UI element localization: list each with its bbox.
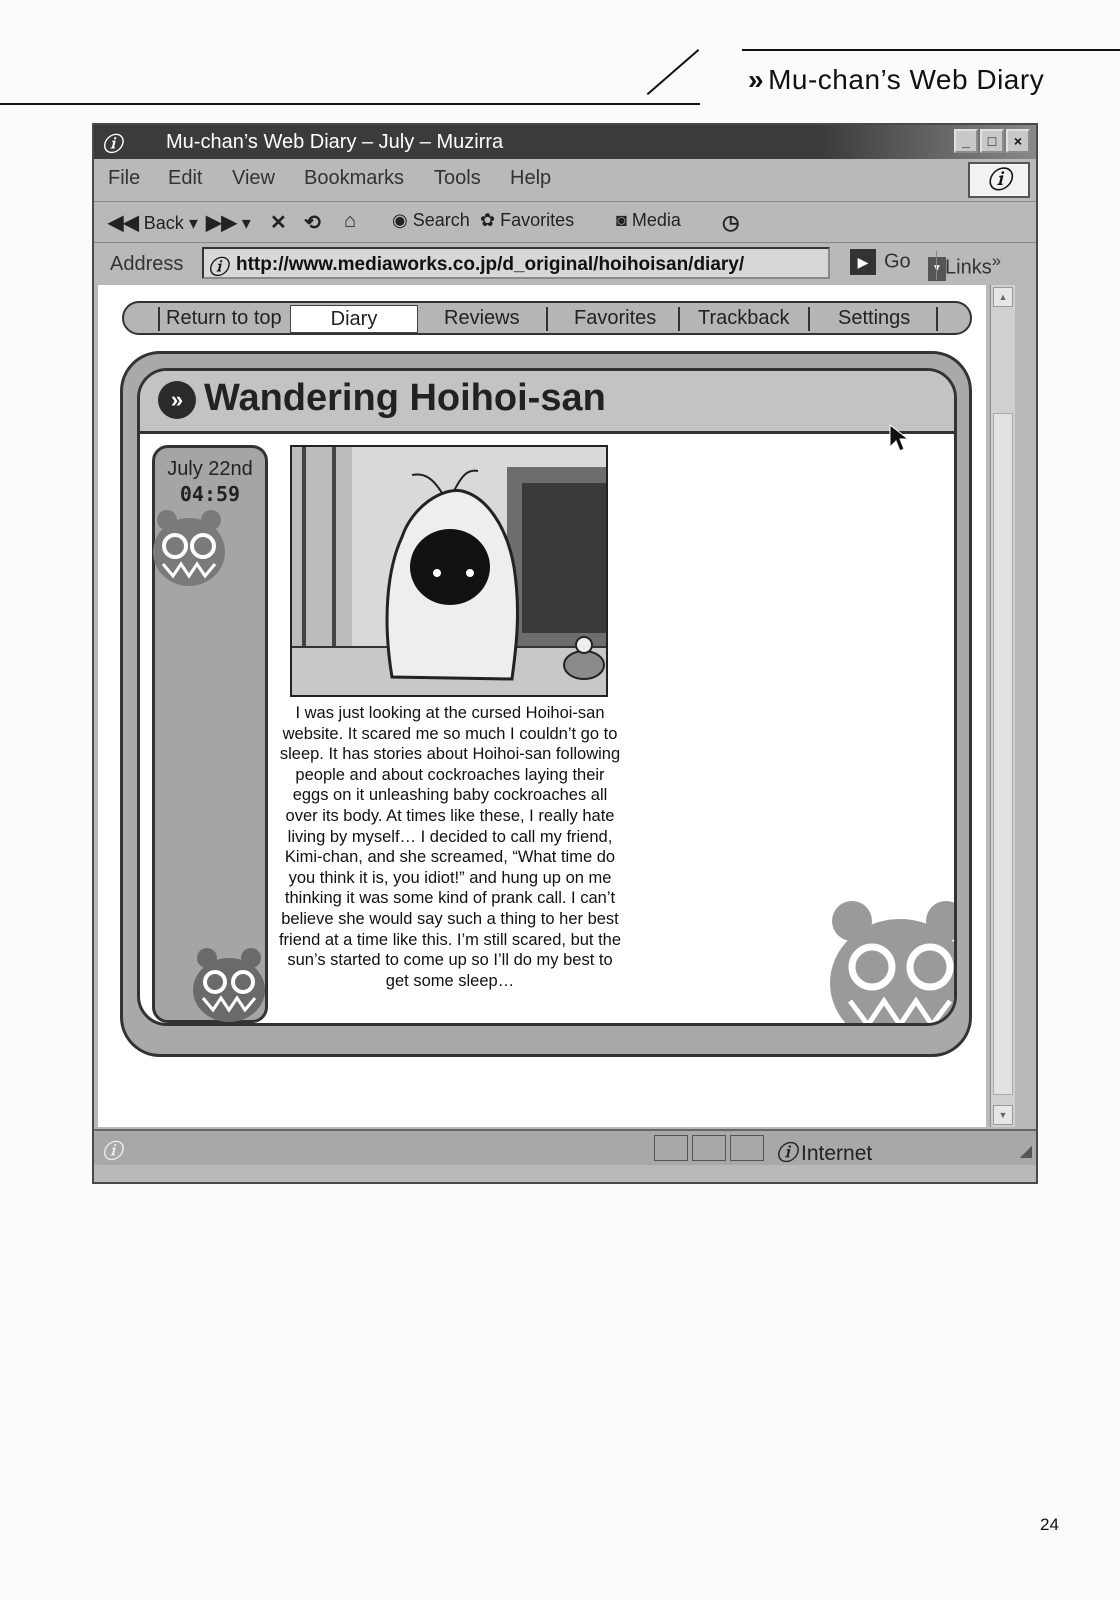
cockroach-mascot-icon <box>153 510 229 588</box>
links-button[interactable]: Links» <box>936 251 1001 280</box>
menu-bookmarks[interactable]: Bookmarks <box>304 167 405 189</box>
menu-file[interactable]: File <box>108 167 141 189</box>
page-content <box>98 285 986 1127</box>
chevron-right-icon: » <box>158 381 196 419</box>
entry-illustration <box>290 445 608 697</box>
forward-arrow-icon: ▶▶ <box>206 212 237 234</box>
window-title: Mu-chan’s Web Diary – July – Muzirra <box>166 131 504 153</box>
entry-body: I was just looking at the cursed Hoihoi-san website. It scared me so much I couldn’t go to sleep. It has stories about Hoihoi-san following people and about cockroaches laying their eggs on it unleashing baby cockroaches all over its body. At times like these, I really hate living by myself… I decided to call my friend, Kimi-chan, and she screamed, “What time do you think it is, you idiot!” and hung up on me thinking it was some kind of prank call. I can’t believe she would say such a thing to her best friend at a time like this. I’m still scared, but the sun’s started to come up so I’ll do my best to get some sleep… <box>278 704 622 990</box>
status-bar <box>94 1129 1036 1165</box>
status-page-icon: ⓘ <box>102 1139 122 1163</box>
nav-trackback[interactable]: Trackback <box>698 307 790 329</box>
title-bar[interactable] <box>94 125 1036 159</box>
back-label: Back <box>143 213 184 233</box>
browser-brand-icon: ⓘ <box>968 162 1030 198</box>
stop-icon: ✕ <box>270 212 287 234</box>
nav-reviews[interactable]: Reviews <box>444 307 520 329</box>
menu-tools[interactable]: Tools <box>434 167 481 189</box>
vertical-scrollbar[interactable] <box>990 285 1015 1127</box>
address-label: Address <box>110 253 184 275</box>
nav-separator <box>936 307 938 331</box>
refresh-button[interactable] <box>304 210 321 235</box>
browser-logo-icon: ⓘ <box>102 132 122 156</box>
media-icon: ◙ <box>616 210 627 230</box>
menu-view[interactable]: View <box>232 167 275 189</box>
go-label: Go <box>884 250 911 273</box>
back-arrow-icon: ◀◀ <box>108 212 139 234</box>
page-header-title <box>748 64 1044 96</box>
resize-grip-icon[interactable]: ◢ <box>1019 1143 1032 1160</box>
page-icon: ⓘ <box>208 255 228 279</box>
nav-return-to-top[interactable]: Return to top <box>166 307 282 329</box>
diary-entry <box>137 368 957 1026</box>
hooded-figure-illustration <box>292 447 606 695</box>
entry-date: July 22nd <box>167 458 253 480</box>
nav-diary[interactable]: Diary <box>290 305 418 333</box>
zone-label: Internet <box>801 1142 873 1165</box>
menu-bar <box>94 159 1036 197</box>
site-nav <box>122 301 972 335</box>
favorites-label: Favorites <box>500 210 575 230</box>
scroll-down-icon[interactable]: ▼ <box>993 1105 1013 1125</box>
header-rule-top <box>742 49 1120 51</box>
nav-separator <box>808 307 810 331</box>
cockroach-mascot-icon <box>193 948 269 1022</box>
search-label: Search <box>412 210 470 230</box>
links-label: Links <box>945 256 992 279</box>
mouse-cursor-icon <box>888 423 908 453</box>
page-header-label: Mu-chan’s Web Diary <box>768 64 1045 95</box>
diary-panel <box>120 351 972 1057</box>
security-zone <box>776 1137 872 1167</box>
browser-window <box>92 123 1038 1184</box>
address-bar <box>94 242 1036 283</box>
flower-icon: ✿ <box>480 210 496 230</box>
window-controls <box>954 129 1030 153</box>
entry-title: Wandering Hoihoi-san <box>204 377 606 419</box>
media-button[interactable] <box>616 210 681 231</box>
chevron-right-icon: » <box>748 64 765 95</box>
forward-button[interactable]: ▶▶ ▾ <box>206 212 251 234</box>
eye-icon: ◉ <box>392 210 408 230</box>
search-button[interactable] <box>392 210 470 231</box>
back-button[interactable]: ◀◀ Back ▾ <box>108 212 198 234</box>
refresh-icon: ⟲ <box>304 212 321 234</box>
home-icon: ⌂ <box>344 210 357 232</box>
go-button[interactable] <box>850 249 911 275</box>
stop-button[interactable] <box>270 210 287 235</box>
navigation-toolbar <box>94 201 1036 242</box>
history-button[interactable] <box>722 210 739 235</box>
status-panel <box>692 1135 726 1161</box>
address-dropdown-icon[interactable]: ▼ <box>928 257 946 281</box>
address-url: http://www.mediaworks.co.jp/d_original/hoihoisan/diary/ <box>236 254 745 275</box>
scroll-thumb[interactable] <box>993 413 1013 1095</box>
nav-separator <box>158 307 160 331</box>
header-rule <box>0 103 700 105</box>
status-panel <box>730 1135 764 1161</box>
zone-icon: ⓘ <box>776 1140 797 1165</box>
history-clock-icon: ◷ <box>722 212 740 234</box>
go-arrow-icon: ▶ <box>850 249 876 275</box>
nav-separator <box>546 307 548 331</box>
header-rule-diagonal <box>647 49 700 95</box>
status-panel <box>654 1135 688 1161</box>
nav-separator <box>678 307 680 331</box>
page-number: 24 <box>1040 1515 1059 1534</box>
media-label: Media <box>631 210 681 230</box>
menu-help[interactable]: Help <box>510 167 552 189</box>
scroll-up-icon[interactable]: ▲ <box>993 287 1013 307</box>
minimize-button[interactable]: _ <box>954 129 978 153</box>
nav-favorites[interactable]: Favorites <box>574 307 657 329</box>
entry-header <box>140 371 954 434</box>
entry-sidebar <box>152 445 268 1023</box>
nav-settings[interactable]: Settings <box>838 307 911 329</box>
cockroach-mascot-icon <box>830 901 957 1026</box>
close-button[interactable]: × <box>1006 129 1030 153</box>
favorites-button[interactable] <box>480 210 574 231</box>
entry-time: 04:59 <box>179 482 241 506</box>
maximize-button[interactable]: □ <box>980 129 1004 153</box>
home-button[interactable] <box>344 210 356 233</box>
menu-edit[interactable]: Edit <box>168 167 203 189</box>
